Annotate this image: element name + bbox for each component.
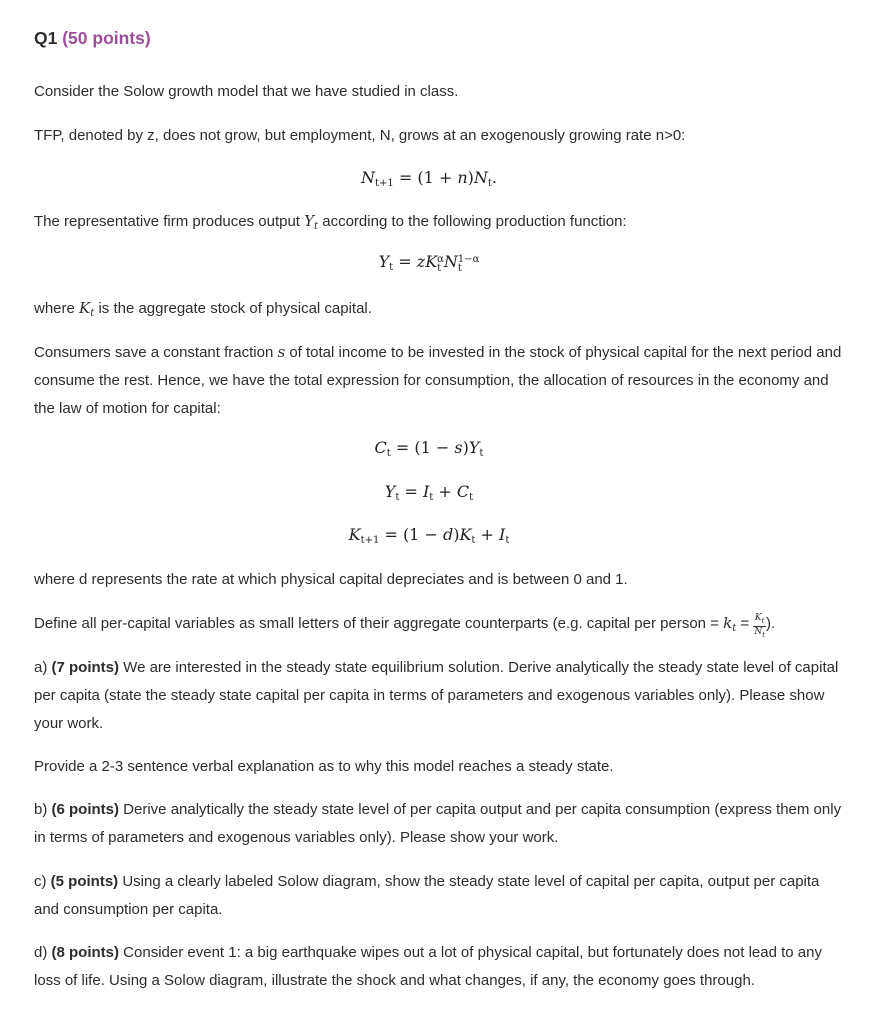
eq-operator: +	[433, 482, 457, 501]
text-run: The representative firm produces output	[34, 213, 305, 230]
eq-symbol: N	[473, 168, 488, 187]
math-subscript: t	[732, 623, 737, 634]
math-symbol: Y	[304, 212, 315, 230]
eq-subscript: t	[457, 263, 462, 274]
text-run: where	[34, 300, 80, 317]
part-text: We are interested in the steady state equilibrium solution. Derive analytically the steady state level of capital per capita (state the steady state capital per capita in terms of parameters and exogenous variables only). Please show your work.	[34, 659, 839, 732]
eq-symbol: I	[499, 525, 506, 544]
eq-subscript: t	[479, 448, 484, 459]
part-a-followup: Provide a 2-3 sentence verbal explanation as to why this model reaches a steady state.	[34, 758, 614, 775]
math-symbol: k	[723, 614, 733, 632]
eq-subscript: t	[471, 535, 476, 546]
text-run: is the aggregate stock of physical capital.	[94, 300, 372, 317]
part-text: Consider event 1: a big earthquake wipes out a lot of physical capital, but fortunately does not lead to any loss of life. Using a Solow diagram, illustrate the shock and what changes, if any, the economy goes through.	[34, 944, 822, 989]
resource-allocation-equation	[34, 482, 824, 503]
eq-symbol: K	[425, 252, 438, 271]
part-points: (8 points)	[51, 944, 120, 961]
question-title	[34, 28, 151, 49]
part-label: a)	[34, 659, 52, 676]
fraction-numerator	[753, 613, 766, 627]
intro-paragraph: Consider the Solow growth model that we have studied in class.	[34, 83, 459, 100]
eq-symbol: C	[456, 482, 470, 501]
eq-operator: .	[491, 168, 498, 187]
eq-operator: = (1 −	[390, 438, 455, 457]
capital-paragraph	[34, 294, 844, 328]
part-b	[34, 796, 844, 852]
part-a	[34, 654, 844, 738]
text-run: of total income to be invested in the stock of physical capital for the next period and consume the rest. Hence, we have the total expression for consumption, the allocation of resources in the economy and the law of motion for capital:	[34, 344, 842, 417]
part-c	[34, 868, 844, 924]
define-paragraph	[34, 609, 864, 643]
text-run: =	[736, 615, 754, 632]
eq-supsub	[437, 255, 444, 273]
part-label: b)	[34, 801, 52, 818]
eq-symbol: N	[443, 252, 458, 271]
part-points: (6 points)	[51, 801, 120, 818]
eq-subscript: t	[386, 448, 391, 459]
consumption-equation	[34, 438, 824, 459]
eq-symbol: n	[457, 168, 468, 187]
eq-operator: =	[393, 252, 417, 271]
fraction	[753, 613, 766, 640]
eq-symbol: K	[348, 525, 361, 544]
text-run: Define all per-capital variables as small letters of their aggregate counterparts (e.g. capital per person =	[34, 615, 724, 632]
eq-subscript: t	[437, 263, 442, 274]
text-run: ).	[766, 615, 776, 632]
eq-subscript: t	[505, 535, 510, 546]
eq-symbol: K	[459, 525, 472, 544]
eq-superscript: 1−α	[457, 254, 480, 265]
population-equation	[34, 168, 824, 189]
part-text: Derive analytically the steady state level of per capita output and per capita consumption (express them only in terms of parameters and exogenous variables only). Please show your work.	[34, 801, 842, 846]
eq-subscript: t+1	[374, 178, 394, 189]
depreciation-paragraph: where d represents the rate at which physical capital depreciates and is between 0 and 1.	[34, 571, 628, 588]
eq-subscript: t	[395, 492, 400, 503]
eq-symbol: C	[374, 438, 387, 457]
eq-symbol: I	[422, 482, 430, 501]
eq-subscript: t+1	[360, 535, 380, 546]
text-run: according to the following production function:	[318, 213, 627, 230]
eq-operator: )	[453, 525, 460, 544]
math-subscript: t	[314, 221, 319, 232]
part-points: (5 points)	[50, 873, 119, 890]
part-d	[34, 939, 844, 995]
eq-operator: )	[462, 438, 469, 457]
eq-operator: )	[467, 168, 474, 187]
eq-operator: = (1 −	[379, 525, 443, 544]
math-symbol: K	[754, 613, 762, 623]
eq-symbol: N	[360, 168, 375, 187]
math-subscript: t	[762, 631, 766, 639]
eq-subscript: t	[389, 262, 394, 273]
text-run: Consumers save a constant fraction	[34, 344, 278, 361]
eq-symbol: z	[416, 252, 426, 271]
math-symbol: s	[277, 343, 286, 361]
tfp-paragraph: TFP, denoted by z, does not grow, but employment, N, grows at an exogenously growing rate n>0:	[34, 127, 686, 144]
math-subscript: t	[90, 308, 95, 319]
part-label: c)	[34, 873, 51, 890]
eq-subscript: t	[487, 178, 492, 189]
eq-symbol: Y	[378, 252, 390, 271]
eq-symbol: s	[454, 438, 463, 457]
eq-operator: =	[399, 482, 423, 501]
firm-paragraph	[34, 207, 844, 241]
eq-supsub	[458, 255, 480, 273]
eq-symbol: d	[442, 525, 454, 544]
eq-subscript: t	[469, 492, 474, 503]
math-symbol: N	[754, 627, 763, 637]
eq-operator: +	[475, 525, 499, 544]
eq-operator: = (1 +	[393, 168, 458, 187]
eq-superscript: α	[437, 254, 444, 265]
fraction-denominator	[753, 627, 766, 640]
part-text: Using a clearly labeled Solow diagram, show the steady state level of capital per capita, output per capita and consumption per capita.	[34, 873, 820, 918]
production-function-equation	[34, 252, 824, 273]
part-points: (7 points)	[51, 659, 120, 676]
capital-motion-equation	[34, 525, 824, 546]
eq-symbol: Y	[468, 438, 480, 457]
math-symbol: K	[79, 299, 91, 317]
consumers-paragraph	[34, 338, 844, 423]
part-label: d)	[34, 944, 52, 961]
question-points: (50 points)	[62, 28, 151, 48]
question-number: Q1	[34, 28, 58, 48]
math-subscript: t	[761, 617, 765, 625]
eq-subscript: t	[429, 492, 434, 503]
eq-symbol: Y	[384, 482, 396, 501]
